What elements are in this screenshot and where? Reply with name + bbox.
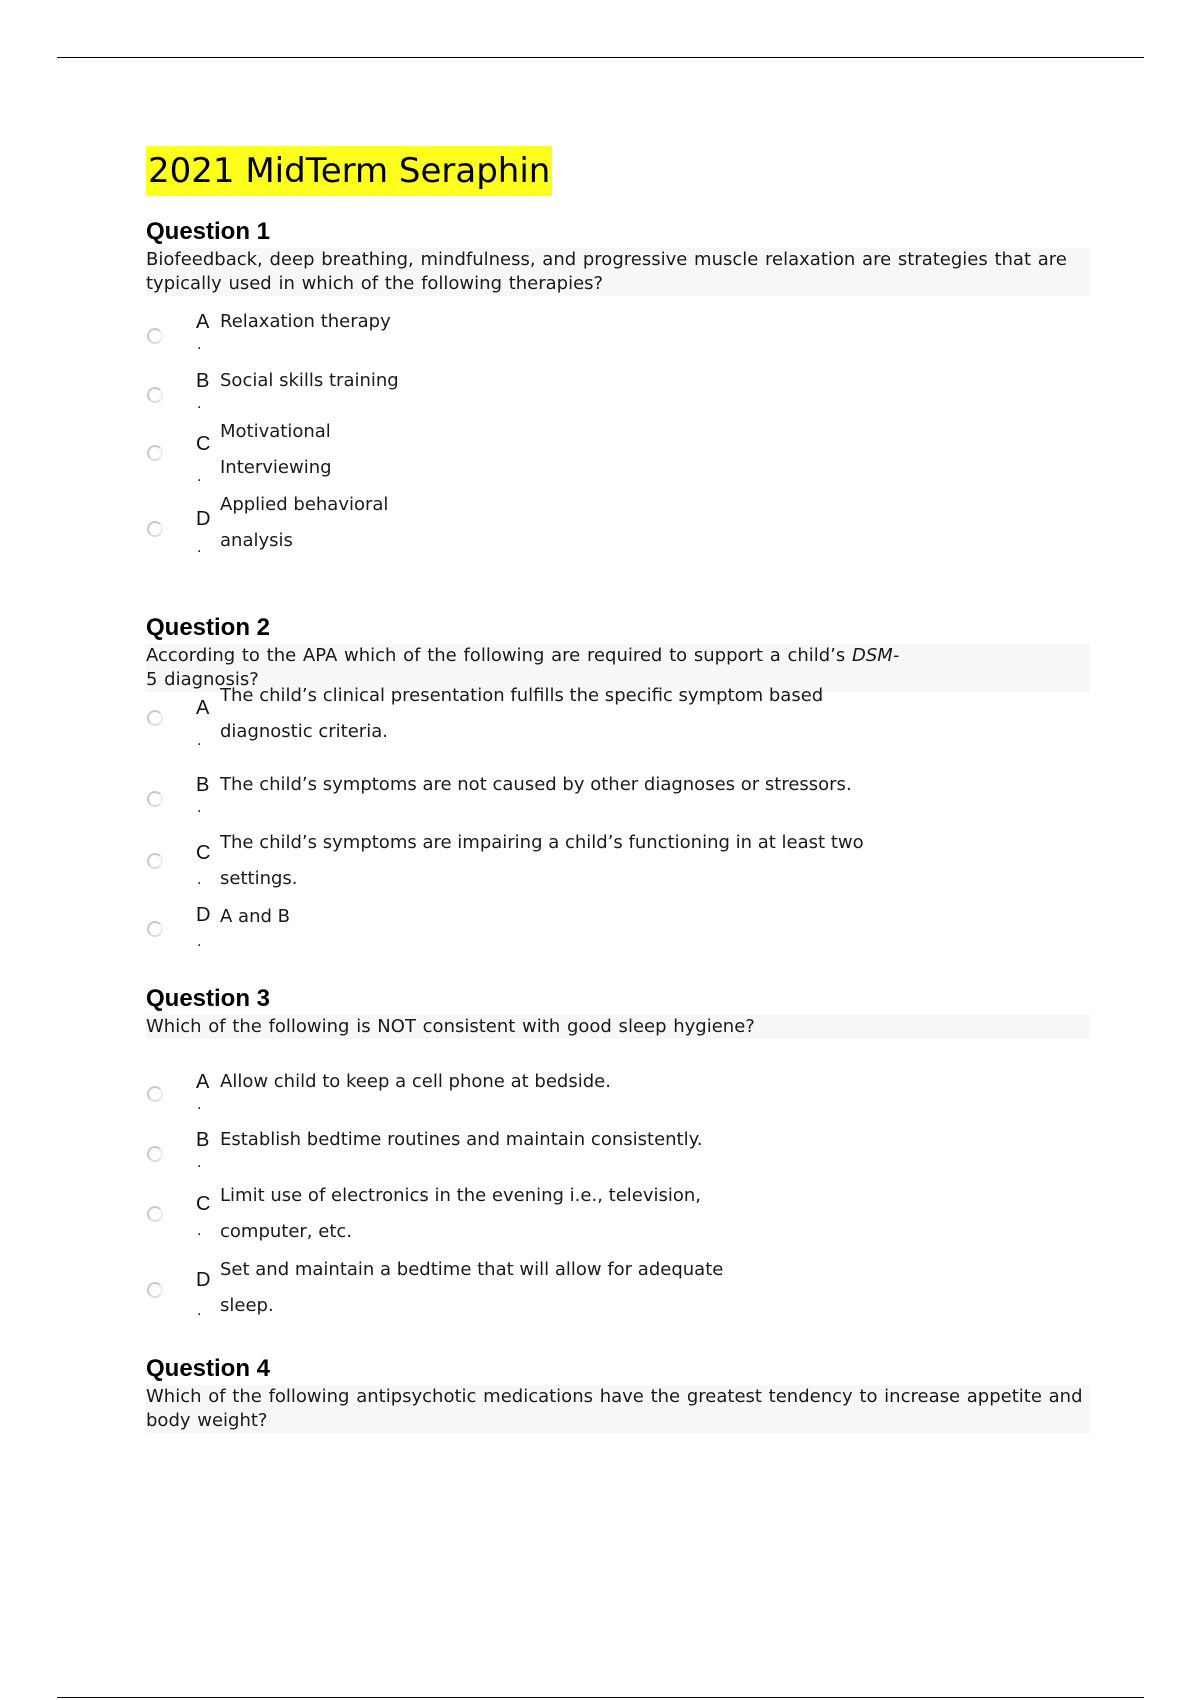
option-text: Relaxation therapy — [220, 311, 391, 332]
option-text: The child’s clinical presentation fulfills the specific symptom based diagnostic criteria. — [220, 685, 824, 742]
option-dot: . — [197, 1303, 202, 1319]
option-text: Establish bedtime routines and maintain consistently. — [220, 1129, 703, 1150]
option-text: Applied behavioral analysis — [220, 494, 389, 551]
option-letter: D — [196, 904, 211, 926]
question-text: Biofeedback, deep breathing, mindfulness, and progressive muscle relaxation are strategies that are typically used in which of the following therapies? — [146, 248, 1090, 296]
option-letter: D — [196, 508, 211, 530]
option-dot: . — [197, 396, 202, 412]
question-3 — [146, 985, 1090, 1319]
question-heading: Question 4 — [146, 1355, 271, 1382]
option-dot: . — [197, 934, 202, 950]
question-text-part: 5 diagnosis? — [146, 669, 259, 690]
option-letter: D — [196, 1269, 211, 1291]
radio-button[interactable] — [147, 445, 163, 461]
radio-button[interactable] — [147, 387, 163, 403]
option-text: Set and maintain a bedtime that will allow for adequate sleep. — [220, 1259, 724, 1316]
bottom-rule — [57, 1697, 1144, 1698]
question-1 — [146, 218, 1090, 556]
radio-button[interactable] — [147, 1206, 163, 1222]
question-heading: Question 2 — [146, 614, 271, 641]
option-dot: . — [197, 872, 202, 888]
option-dot: . — [197, 1097, 202, 1113]
option-text: The child’s symptoms are not caused by other diagnoses or stressors. — [220, 774, 852, 795]
option-dot: . — [197, 1155, 202, 1171]
option-text: Allow child to keep a cell phone at bedside. — [220, 1071, 611, 1092]
option-letter: C — [196, 433, 211, 455]
option-dot: . — [197, 337, 202, 353]
radio-button[interactable] — [147, 328, 163, 344]
top-rule — [57, 57, 1144, 58]
option-letter: A — [196, 697, 210, 719]
radio-button[interactable] — [147, 1146, 163, 1162]
option-letter: B — [196, 370, 210, 392]
option-text: The child’s symptoms are impairing a child’s functioning in at least two settings. — [220, 832, 864, 889]
option-letter: B — [196, 774, 210, 796]
option-dot: . — [197, 800, 202, 816]
option-letter: A — [196, 311, 210, 333]
question-text-italic: DSM- — [852, 645, 900, 666]
question-text: Which of the following antipsychotic medications have the greatest tendency to increase appetite and body weight? — [146, 1385, 1090, 1433]
radio-button[interactable] — [147, 710, 163, 726]
question-heading: Question 1 — [146, 218, 271, 245]
option-letter: C — [196, 1193, 211, 1215]
radio-button[interactable] — [147, 521, 163, 537]
radio-button[interactable] — [147, 1086, 163, 1102]
option-text: A and B — [220, 906, 290, 927]
document-title: 2021 MidTerm Seraphin — [146, 146, 552, 196]
option-text: Social skills training — [220, 370, 399, 391]
option-letter: C — [196, 842, 211, 864]
option-dot: . — [197, 540, 202, 556]
option-letter: A — [196, 1071, 210, 1093]
radio-button[interactable] — [147, 1282, 163, 1298]
question-heading: Question 3 — [146, 985, 271, 1012]
option-letter: B — [196, 1129, 210, 1151]
radio-button[interactable] — [147, 853, 163, 869]
radio-button[interactable] — [147, 791, 163, 807]
option-text: Motivational Interviewing — [220, 421, 332, 478]
question-4 — [146, 1355, 1090, 1433]
option-dot: . — [197, 733, 202, 749]
option-dot: . — [197, 1223, 202, 1239]
option-text: Limit use of electronics in the evening i.e., television, computer, etc. — [220, 1185, 702, 1242]
radio-button[interactable] — [147, 921, 163, 937]
option-dot: . — [197, 469, 202, 485]
question-text: Which of the following is NOT consistent with good sleep hygiene? — [146, 1015, 1090, 1039]
document-body — [146, 146, 1090, 1431]
question-text-part: According to the APA which of the following are required to support a child’s — [146, 645, 853, 666]
question-2 — [146, 614, 1090, 950]
